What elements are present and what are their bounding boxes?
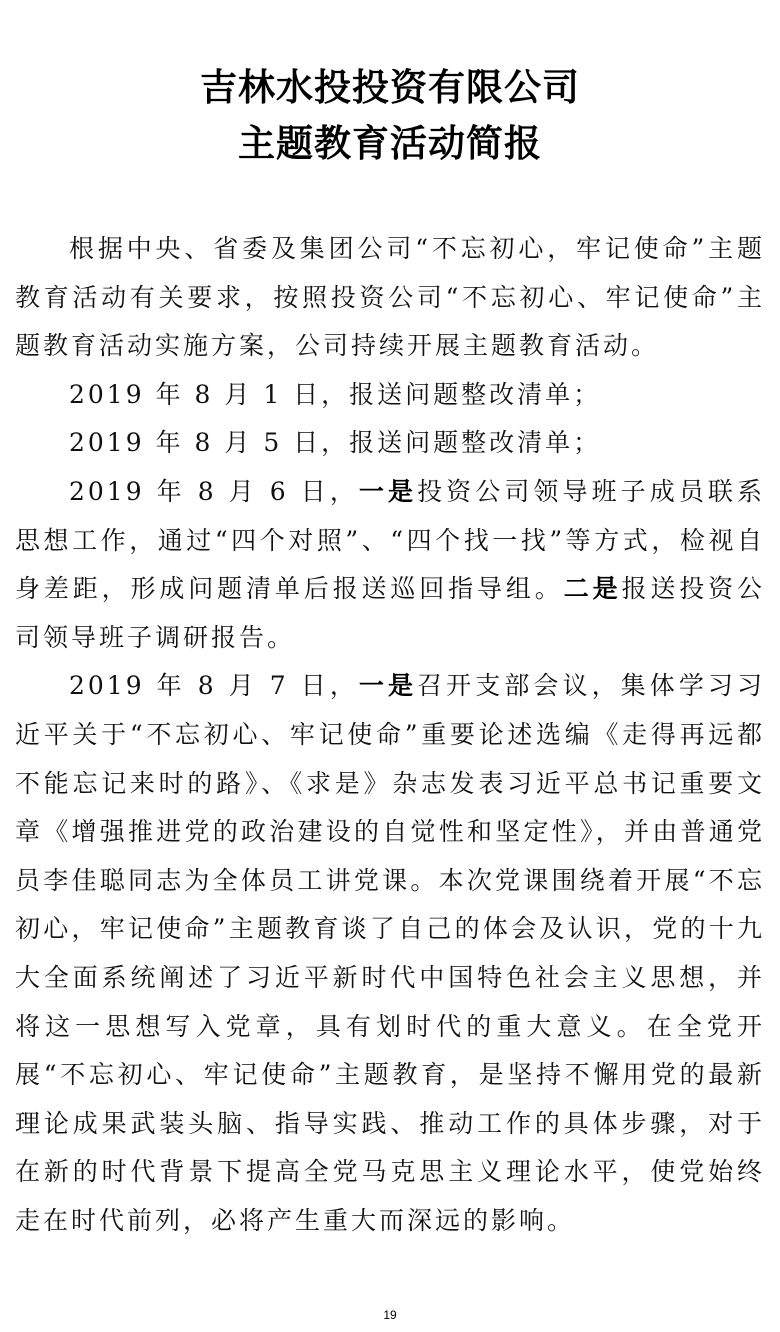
- paragraph-intro: 根据中央、省委及集团公司“不忘初心，牢记使命”主题教育活动有关要求，按照投资公司“不忘初心、牢记使命”主题教育活动实施方案，公司持续开展主题教育活动。: [15, 234, 765, 361]
- aug6-second-marker: 二是: [563, 574, 622, 604]
- paragraph-aug6: [15, 468, 765, 662]
- document-title-line-1: 吉林水投投资有限公司: [200, 66, 580, 109]
- aug6-second-text: 报送投资公司领导班子调研报告。: [15, 574, 765, 652]
- aug6-first-marker: 一是: [358, 476, 418, 506]
- aug7-date: 2019 年 8 月 7 日，: [69, 671, 359, 701]
- paragraph-aug5: 2019 年 8 月 5 日，报送问题整改清单；: [69, 428, 602, 458]
- aug6-date: 2019 年 8 月 6 日，: [69, 476, 359, 506]
- aug6-first-text: 投资公司领导班子成员联系思想工作，通过“四个对照”、“四个找一找”等方式，检视自身差距，形成问题清单后报送巡回指导组。: [15, 476, 765, 604]
- paragraph-aug7: [15, 662, 765, 1245]
- document-title-line-2: 主题教育活动简报: [238, 122, 542, 165]
- page-number: 19: [383, 1308, 397, 1322]
- paragraph-aug1: 2019 年 8 月 1 日，报送问题整改清单；: [69, 379, 602, 409]
- document-body: [15, 225, 765, 1245]
- aug7-first-marker: 一是: [358, 671, 418, 701]
- aug7-first-text: 召开支部会议，集体学习习近平关于“不忘初心、牢记使命”重要论述选编《走得再远都不能忘记来时的路》、《求是》杂志发表习近平总书记重要文章《增强推进党的政治建设的自觉性和坚定性》，并由普通党员李佳聪同志为全体员工讲党课。本次党课围绕着开展“不忘初心，牢记使命”主题教育谈了自己的体会及认识，党的十九大全面系统阐述了习近平新时代中国特色社会主义思想，并将这一思想写入党章，具有划时代的重大意义。在全党开展“不忘初心、牢记使命”主题教育，是坚持不懈用党的最新理论成果武装头脑、指导实践、推动工作的具体步骤，对于在新的时代背景下提高全党马克思主义理论水平，使党始终走在时代前列，必将产生重大而深远的影响。: [15, 671, 765, 1235]
